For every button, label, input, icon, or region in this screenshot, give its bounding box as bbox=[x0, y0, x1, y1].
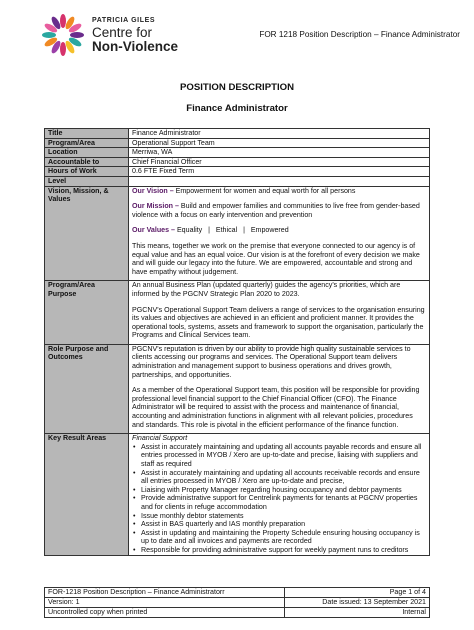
table-row bbox=[45, 344, 430, 433]
document-heading: POSITION DESCRIPTION bbox=[179, 82, 295, 93]
values-statement: This means, together we work on the premise that everyone connected to our agency is of equal value and has an equal voice. Our vision is at the forefront of every decision we make and will guide our legacy into the future. We are empowered, accountable and strong and have empathy without judgement. bbox=[132, 241, 420, 276]
document-subheading: Finance Administrator bbox=[186, 103, 288, 114]
row-value-hours: 0.6 FTE Fixed Term bbox=[129, 167, 430, 177]
row-label-hours: Hours of Work bbox=[45, 167, 129, 177]
mission-line bbox=[132, 202, 426, 219]
footer-date-issued: Date issued: 13 September 2021 bbox=[285, 598, 430, 608]
table-row bbox=[45, 167, 430, 177]
row-value-vision bbox=[129, 186, 430, 281]
row-value-location: Merriwa, WA bbox=[129, 148, 430, 158]
table-row bbox=[45, 281, 430, 345]
table-row bbox=[45, 129, 430, 139]
position-details-table bbox=[44, 128, 430, 556]
row-label-vision: Vision, Mission, & Values bbox=[45, 186, 129, 281]
purpose-paragraph-1: An annual Business Plan (updated quarterly) guides the agency's priorities, which are informed by the PGCNV Strategic Plan 2020 to 2023. bbox=[132, 281, 401, 298]
row-label-kra: Key Result Areas bbox=[45, 434, 129, 555]
row-value-accountable: Chief Financial Officer bbox=[129, 157, 430, 167]
table-row bbox=[45, 608, 430, 618]
list-item: • Issue monthly debtor statements bbox=[132, 512, 426, 521]
purpose-paragraph-2: PGCNV's Operational Support Team delivers a range of services to the organisation ensuring its values and objectives are achieved in an efficient and proficient manner. It provides the operational tools, systems, assets and framework to support the organisation, particularly the Programs and Clinical Services team. bbox=[132, 305, 425, 340]
document-footer-table bbox=[44, 587, 430, 618]
values-text: Equality | Ethical | Empowered bbox=[174, 226, 289, 235]
row-value-purpose bbox=[129, 281, 430, 345]
list-item: • Liaising with Property Manager regarding housing occupancy and debtor payments bbox=[132, 486, 426, 495]
organisation-logo bbox=[40, 12, 240, 58]
row-label-level: Level bbox=[45, 176, 129, 186]
vision-line bbox=[132, 187, 426, 196]
logo-line-1: Centre for bbox=[92, 24, 153, 40]
role-paragraph-2: As a member of the Operational Support team, this position will be responsible for providing professional level financial support to the Chief Financial Officer (CFO). The Finance Administrator will be required to assist with the process and maintenance of financial, accounting and administration functions in alignment with all relevant policies, procedures and standards. This role is pivotal in the efficient performance of the finance function. bbox=[132, 386, 420, 429]
row-value-role bbox=[129, 344, 430, 433]
row-label-role: Role Purpose and Outcomes bbox=[45, 344, 129, 433]
row-value-program: Operational Support Team bbox=[129, 138, 430, 148]
table-row bbox=[45, 186, 430, 281]
footer-control-note: Uncontrolled copy when printed bbox=[45, 608, 285, 618]
row-label-purpose: Program/Area Purpose bbox=[45, 281, 129, 345]
row-label-title: Title bbox=[45, 129, 129, 139]
list-item: • Assist in accurately maintaining and updating all accounts payable records and ensure all entries processed in MYOB / Xero are up-to-date and precise, liaising with suppliers and staff as required bbox=[132, 443, 426, 469]
footer-version: Version: 1 bbox=[45, 598, 285, 608]
logo-line-2: Non-Violence bbox=[92, 38, 179, 54]
mission-text: Build and empower families and communities to live free from gender-based violence with a focus on early intervention and prevention bbox=[132, 202, 420, 219]
logo-mark-icon bbox=[40, 12, 86, 58]
page-header bbox=[40, 12, 460, 58]
table-row bbox=[45, 176, 430, 186]
values-heading: Our Values – bbox=[132, 226, 175, 235]
logo-wordmark bbox=[92, 17, 178, 54]
row-value-kra bbox=[129, 434, 430, 555]
footer-document-name: FOR-1218 Position Description – Finance Administratorr bbox=[45, 588, 285, 598]
row-value-title: Finance Administrator bbox=[129, 129, 430, 139]
list-item: • Assist in updating and maintaining the Property Schedule ensuring housing occupancy is up to date and all invoices and payments are recorded bbox=[132, 529, 426, 546]
mission-heading: Our Mission – bbox=[132, 202, 179, 211]
logo-small-text: PATRICIA GILES bbox=[92, 16, 156, 24]
list-item: • Provide administrative support for Centrelink payments for tenants at PGCNV properties and for clients in refuge accommodation bbox=[132, 494, 426, 511]
table-row bbox=[45, 588, 430, 598]
footer-page-number: Page 1 of 4 bbox=[285, 588, 430, 598]
header-document-reference: FOR 1218 Position Description – Finance Administrator bbox=[259, 30, 460, 39]
role-paragraph-1: PGCNV's reputation is driven by our ability to provide high quality sustainable services to clients accessing our programs and services. The Operational Support team delivers administration and management support to business operations and drives growth, partnerships, and opportunities. bbox=[132, 344, 411, 379]
row-label-accountable: Accountable to bbox=[45, 157, 129, 167]
list-item: • Assist in accurately maintaining and updating all accounts receivable records and ensure all entries processed in MYOB / Xero are up-to-date and precise, bbox=[132, 469, 426, 486]
table-row bbox=[45, 157, 430, 167]
table-row bbox=[45, 138, 430, 148]
row-label-location: Location bbox=[45, 148, 129, 158]
table-row bbox=[45, 434, 430, 555]
table-row bbox=[45, 148, 430, 158]
vision-heading: Our Vision – bbox=[132, 186, 174, 195]
kra-section-heading: Financial Support bbox=[132, 434, 188, 443]
table-row bbox=[45, 598, 430, 608]
kra-list bbox=[132, 443, 426, 555]
row-value-level bbox=[129, 176, 430, 186]
vision-text: Empowerment for women and equal worth for all persons bbox=[173, 186, 356, 195]
list-item: • Responsible for providing administrative support for weekly payment runs to creditors bbox=[132, 546, 426, 555]
row-label-program: Program/Area bbox=[45, 138, 129, 148]
list-item: • Assist in BAS quarterly and IAS monthly preparation bbox=[132, 520, 426, 529]
footer-classification: Internal bbox=[285, 608, 430, 618]
values-line bbox=[132, 226, 426, 235]
